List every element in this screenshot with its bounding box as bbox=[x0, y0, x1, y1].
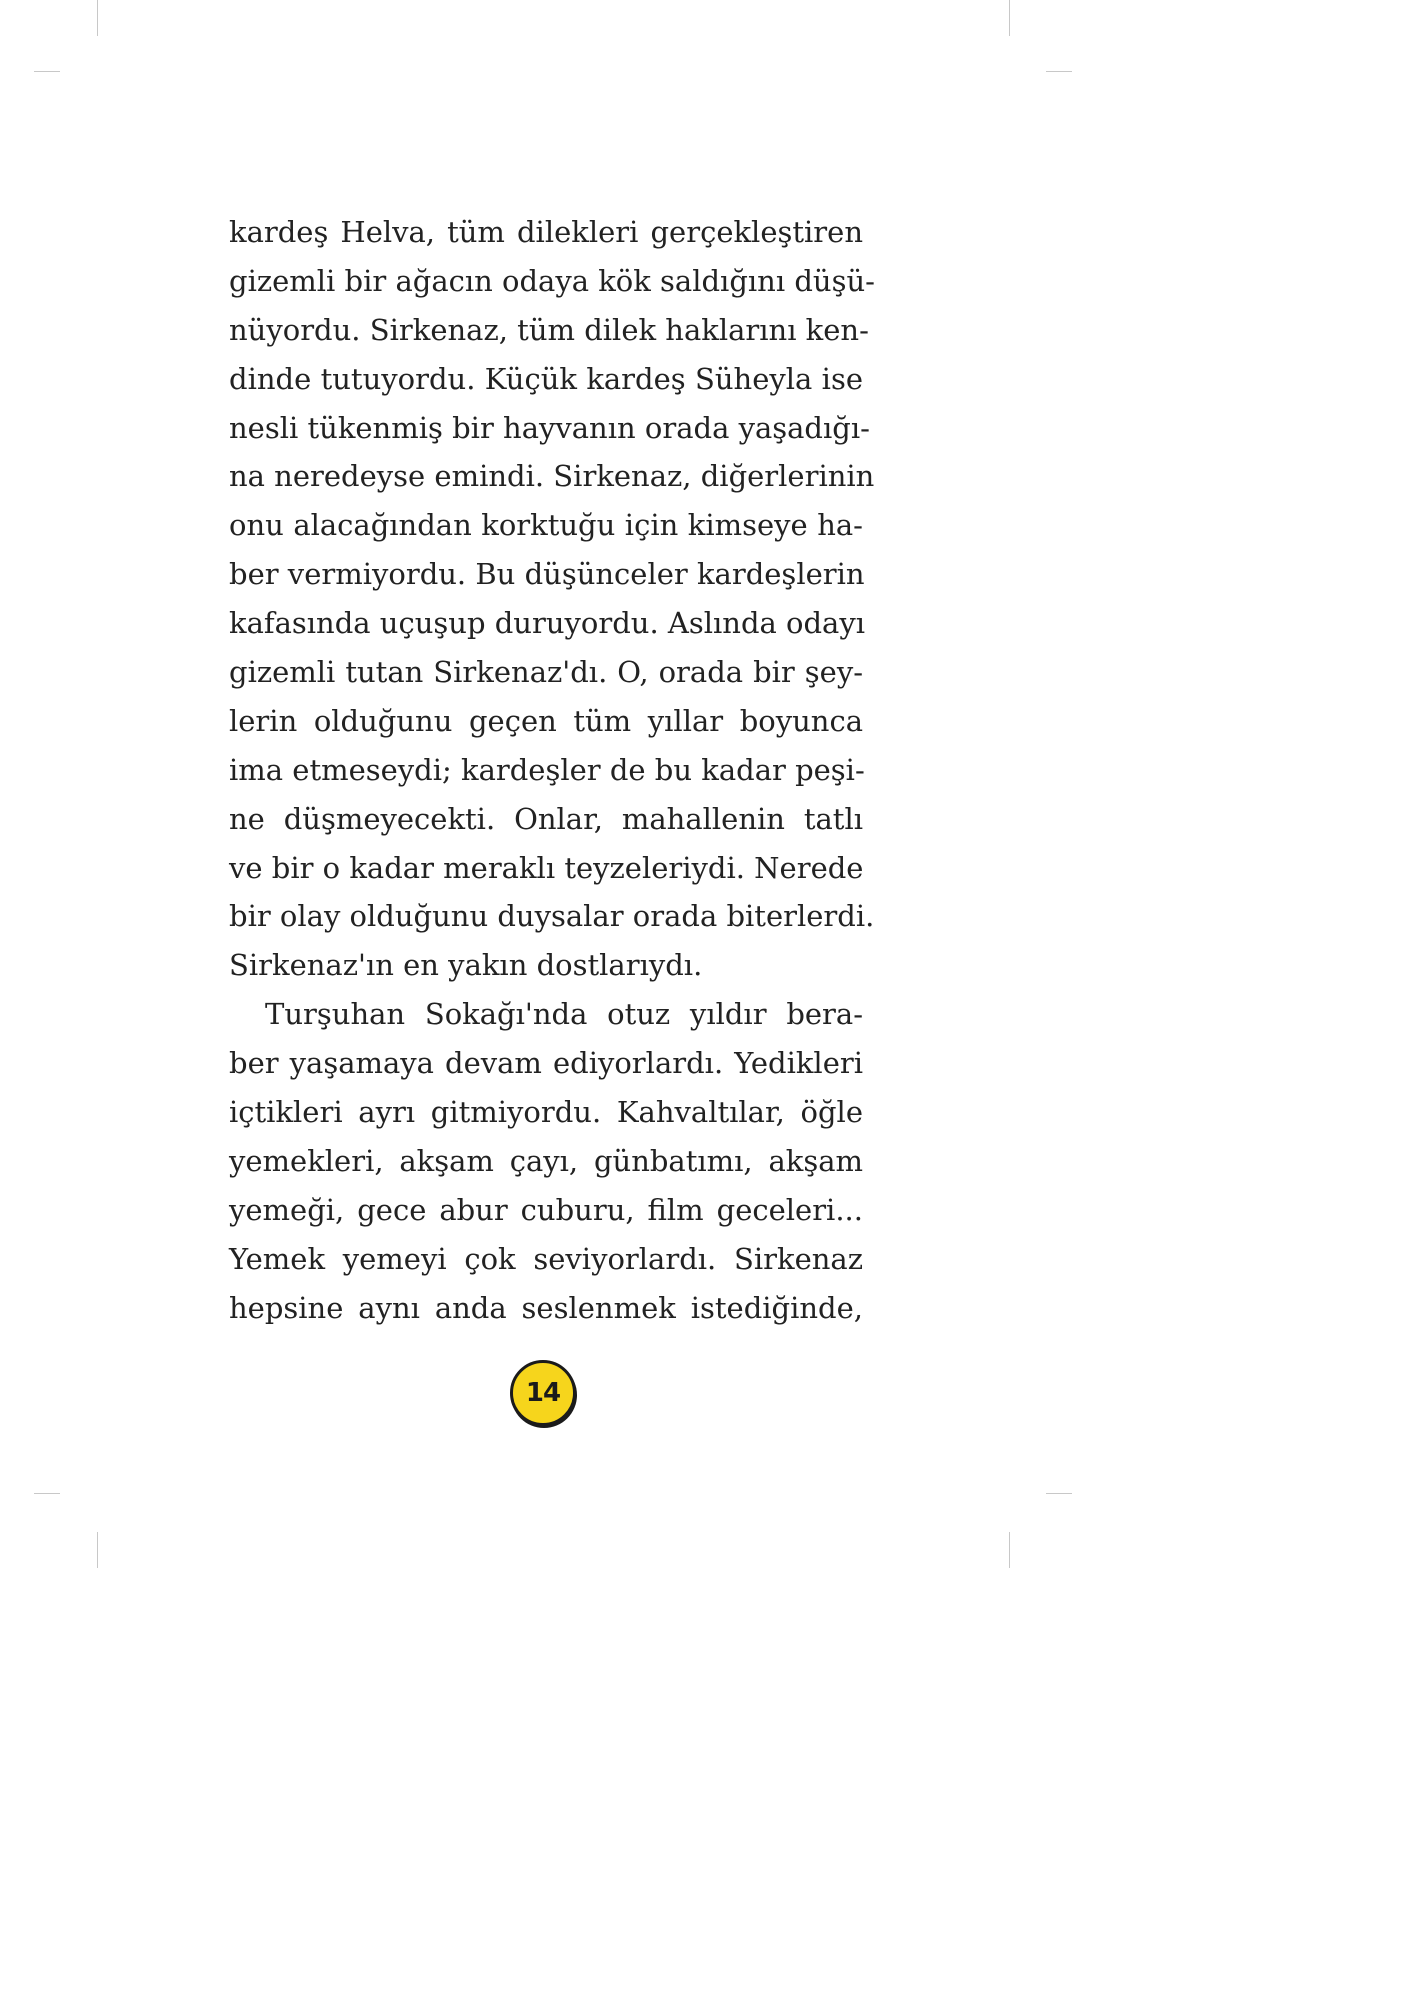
text-line: na neredeyse emindi. Sirkenaz, diğerlerinin bbox=[229, 459, 875, 494]
text-line: hepsine aynı anda seslenmek istediğinde, bbox=[229, 1290, 863, 1325]
paragraph-2 bbox=[229, 990, 863, 1332]
page-number: 14 bbox=[525, 1378, 561, 1408]
text-line: nesli tükenmiş bir hayvanın orada yaşadığı- bbox=[229, 410, 870, 445]
text-line: nüyordu. Sirkenaz, tüm dilek haklarını ken- bbox=[229, 312, 869, 347]
text-line: içtikleri ayrı gitmiyordu. Kahvaltılar, öğle bbox=[229, 1095, 863, 1130]
crop-mark-top-right-h bbox=[1046, 71, 1072, 72]
crop-mark-bottom-right bbox=[1009, 1532, 1010, 1568]
text-line: dinde tutuyordu. Küçük kardeş Süheyla ise bbox=[229, 361, 863, 396]
crop-mark-top-right bbox=[1009, 0, 1010, 36]
text-line: Sirkenaz'ın en yakın dostlarıydı. bbox=[229, 948, 703, 983]
text-line: gizemli tutan Sirkenaz'dı. O, orada bir şey- bbox=[229, 655, 863, 690]
crop-mark-bottom-right-h bbox=[1046, 1493, 1072, 1494]
page-number-badge bbox=[510, 1360, 576, 1426]
text-line: onu alacağından korktuğu için kimseye ha- bbox=[229, 508, 863, 543]
text-line: gizemli bir ağacın odaya kök saldığını düşü- bbox=[229, 263, 875, 298]
text-line: kardeş Helva, tüm dilekleri gerçekleştiren bbox=[229, 215, 863, 249]
text-line: bir olay olduğunu duysalar orada biterlerdi. bbox=[229, 899, 875, 934]
crop-mark-top-left bbox=[97, 0, 98, 36]
crop-mark-top-left-h bbox=[34, 71, 60, 72]
text-line: ber vermiyordu. Bu düşünceler kardeşlerin bbox=[229, 557, 865, 592]
text-line: lerin olduğunu geçen tüm yıllar boyunca bbox=[229, 703, 863, 738]
page-body-text bbox=[229, 208, 875, 1332]
text-line: kafasında uçuşup duruyordu. Aslında odayı bbox=[229, 606, 865, 641]
text-line: ima etmeseydi; kardeşler de bu kadar peşi- bbox=[229, 752, 865, 787]
crop-mark-bottom-left-h bbox=[34, 1493, 60, 1494]
text-line: ve bir o kadar meraklı teyzeleriydi. Nerede bbox=[229, 850, 864, 885]
crop-mark-bottom-left bbox=[97, 1532, 98, 1568]
paragraph-1 bbox=[229, 208, 875, 990]
text-line: Turşuhan Sokağı'nda otuz yıldır bera- bbox=[265, 997, 863, 1032]
text-line: yemekleri, akşam çayı, günbatımı, akşam bbox=[229, 1143, 863, 1178]
text-line: ber yaşamaya devam ediyorlardı. Yedikleri bbox=[229, 1046, 863, 1081]
text-line: Yemek yemeyi çok seviyorlardı. Sirkenaz bbox=[229, 1241, 863, 1276]
text-line: ne düşmeyecekti. Onlar, mahallenin tatlı bbox=[229, 801, 863, 836]
text-line: yemeği, gece abur cuburu, film geceleri... bbox=[229, 1192, 863, 1227]
